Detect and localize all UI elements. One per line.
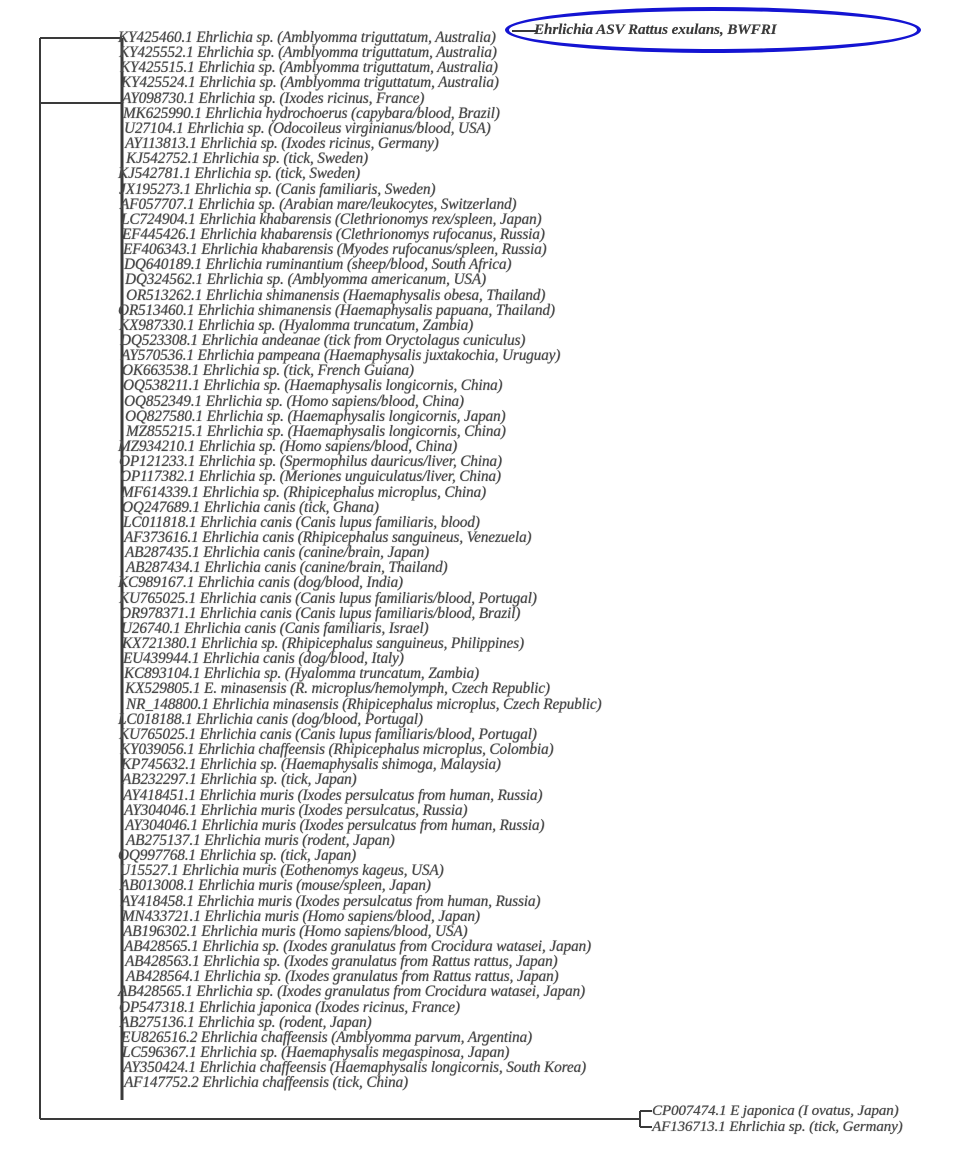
tip-label: AY098730.1 Ehrlichia sp. (Ixodes ricinus, France) xyxy=(122,89,425,107)
tip-label: KX987330.1 Ehrlichia sp. (Hyalomma truncatum, Zambia) xyxy=(119,316,474,335)
tip-label: OQ827580.1 Ehrlichia sp. (Haemaphysalis longicornis, Japan) xyxy=(125,407,506,425)
tip-label: EU439944.1 Ehrlichia canis (dog/blood, Italy) xyxy=(123,649,404,668)
tip-label: OP547318.1 Ehrlichia japonica (Ixodes ricinus, France) xyxy=(119,998,460,1016)
tip-label: KP745632.1 Ehrlichia sp. (Haemaphysalis shimoga, Malaysia) xyxy=(121,756,501,774)
tip-label: MZ855215.1 Ehrlichia sp. (Haemaphysalis longicornis, China) xyxy=(126,422,506,441)
tip-label: AY304046.1 Ehrlichia muris (Ixodes persulcatus, Russia) xyxy=(124,801,468,819)
tip-label: AF147752.2 Ehrlichia chaffeensis (tick, China) xyxy=(124,1074,408,1092)
tip-label: AY113813.1 Ehrlichia sp. (Ixodes ricinus, Germany) xyxy=(125,134,439,153)
tip-label: AY570536.1 Ehrlichia pampeana (Haemaphysalis juxtakochia, Uruguay) xyxy=(121,346,561,365)
tip-label: MZ934210.1 Ehrlichia sp. (Homo sapiens/blood, China) xyxy=(118,437,458,456)
tip-label: AB232297.1 Ehrlichia sp. (tick, Japan) xyxy=(122,771,357,789)
tip-label: KX721380.1 Ehrlichia sp. (Rhipicephalus sanguineus, Philippines) xyxy=(122,634,524,653)
tip-label: AY304046.1 Ehrlichia muris (Ixodes persulcatus from human, Russia) xyxy=(125,816,545,834)
tip-label: EF445426.1 Ehrlichia khabarensis (Clethrionomys rufocanus, Russia) xyxy=(122,225,545,244)
tip-label: OQ852349.1 Ehrlichia sp. (Homo sapiens/blood, China) xyxy=(124,392,464,410)
tip-label: JX195273.1 Ehrlichia sp. (Canis familiaris, Sweden) xyxy=(119,180,436,198)
tip-label: KY425515.1 Ehrlichia sp. (Amblyomma triguttatum, Australia) xyxy=(120,59,498,77)
tip-label: AB275137.1 Ehrlichia muris (rodent, Japan) xyxy=(126,831,395,850)
outgroup-tip-label: CP007474.1 E japonica (I ovatus, Japan) xyxy=(652,1103,899,1119)
tip-label: OQ997768.1 Ehrlichia sp. (tick, Japan) xyxy=(118,846,356,865)
tip-label: AB428563.1 Ehrlichia sp. (Ixodes granulatus from Rattus rattus, Japan) xyxy=(125,952,558,971)
tip-label: AB428564.1 Ehrlichia sp. (Ixodes granulatus from Rattus rattus, Japan) xyxy=(126,968,559,986)
tip-label: AB428565.1 Ehrlichia sp. (Ixodes granulatus from Crocidura watasei, Japan) xyxy=(118,983,585,1001)
tip-label: KC893104.1 Ehrlichia sp. (Hyalomma truncatum, Zambia) xyxy=(124,665,479,683)
tip-label: AY350424.1 Ehrlichia chaffeensis (Haemaphysalis longicornis, South Korea) xyxy=(123,1059,586,1077)
tip-label: U27104.1 Ehrlichia sp. (Odocoileus virginianus/blood, USA) xyxy=(124,119,491,138)
tip-label: DQ640189.1 Ehrlichia ruminantium (sheep/blood, South Africa) xyxy=(124,256,512,274)
tip-label: LC724904.1 Ehrlichia khabarensis (Clethrionomys rex/spleen, Japan) xyxy=(121,210,542,228)
tip-label: MN433721.1 Ehrlichia muris (Homo sapiens/blood, Japan) xyxy=(122,907,480,925)
tip-label: KY425552.1 Ehrlichia sp. (Amblyomma triguttatum, Australia) xyxy=(119,43,497,62)
tip-label: MF614339.1 Ehrlichia sp. (Rhipicephalus microplus, China) xyxy=(121,483,486,501)
tip-label: LC596367.1 Ehrlichia sp. (Haemaphysalis megaspinosa, Japan) xyxy=(122,1043,510,1062)
tip-label: DQ324562.1 Ehrlichia sp. (Amblyomma americanum, USA) xyxy=(125,271,486,289)
tip-label: KJ542752.1 Ehrlichia sp. (tick, Sweden) xyxy=(126,150,369,168)
tip-label: AB275136.1 Ehrlichia sp. (rodent, Japan) xyxy=(120,1013,372,1031)
tip-label: U15527.1 Ehrlichia muris (Eothenomys kageus, USA) xyxy=(119,862,444,880)
tip-label: KX529805.1 E. minasensis (R. microplus/hemolymph, Czech Republic) xyxy=(125,680,550,698)
tip-label: AB287435.1 Ehrlichia canis (canine/brain, Japan) xyxy=(125,543,429,562)
tip-label: AF373616.1 Ehrlichia canis (Rhipicephalus sanguineus, Venezuela) xyxy=(124,528,532,547)
tip-label: DQ523308.1 Ehrlichia andeanae (tick from Oryctolagus cuniculus) xyxy=(120,331,526,350)
tip-label: KY039056.1 Ehrlichia chaffeensis (Rhipicephalus microplus, Colombia) xyxy=(120,740,554,759)
tip-label: OK663538.1 Ehrlichia sp. (tick, French Guiana) xyxy=(122,362,414,380)
tip-label: EU826516.2 Ehrlichia chaffeensis (Amblyomma parvum, Argentina) xyxy=(121,1028,532,1047)
tip-label: OR513460.1 Ehrlichia shimanensis (Haemaphysalis papuana, Thailand) xyxy=(118,301,555,319)
tip-label: LC011818.1 Ehrlichia canis (Canis lupus familiaris, blood) xyxy=(123,513,480,531)
tip-label: AY418451.1 Ehrlichia muris (Ixodes persulcatus from human, Russia) xyxy=(123,786,543,804)
tip-label: KY425460.1 Ehrlichia sp. (Amblyomma triguttatum, Australia) xyxy=(118,28,496,47)
tip-label: KU765025.1 Ehrlichia canis (Canis lupus familiaris/blood, Portugal) xyxy=(119,725,537,744)
highlighted-asv-label: Ehrlichia ASV Rattus exulans, BWFRI xyxy=(534,21,777,38)
tip-label: AB428565.1 Ehrlichia sp. (Ixodes granulatus from Crocidura watasei, Japan) xyxy=(124,937,591,956)
tip-label: KC989167.1 Ehrlichia canis (dog/blood, India) xyxy=(118,574,403,592)
tip-label: AF057707.1 Ehrlichia sp. (Arabian mare/leukocytes, Switzerland) xyxy=(120,195,517,213)
tip-label: U26740.1 Ehrlichia canis (Canis familiaris, Israel) xyxy=(121,619,429,638)
tip-label: EF406343.1 Ehrlichia khabarensis (Myodes rufocanus/spleen, Russia) xyxy=(123,240,547,259)
tip-label: OR978371.1 Ehrlichia canis (Canis lupus familiaris/blood, Brazil) xyxy=(120,604,521,622)
tip-label: AB196302.1 Ehrlichia muris (Homo sapiens/blood, USA) xyxy=(123,922,468,941)
outgroup-tip-label: AF136713.1 Ehrlichia sp. (tick, Germany) xyxy=(652,1119,903,1135)
tip-label: LC018188.1 Ehrlichia canis (dog/blood, Portugal) xyxy=(118,710,423,728)
tip-label: NR_148800.1 Ehrlichia minasensis (Rhipicephalus microplus, Czech Republic) xyxy=(126,695,602,713)
tip-label: MK625990.1 Ehrlichia hydrochoerus (capybara/blood, Brazil) xyxy=(123,104,500,122)
tip-label: OP117382.1 Ehrlichia sp. (Meriones unguiculatus/liver, China) xyxy=(120,468,501,486)
tip-label: AB287434.1 Ehrlichia canis (canine/brain, Thailand) xyxy=(126,559,448,577)
tip-label: OR513262.1 Ehrlichia shimanensis (Haemaphysalis obesa, Thailand) xyxy=(126,286,546,304)
tip-label: OQ247689.1 Ehrlichia canis (tick, Ghana) xyxy=(122,498,379,516)
tip-label: AB013008.1 Ehrlichia muris (mouse/spleen, Japan) xyxy=(120,877,431,895)
tip-label: OP121233.1 Ehrlichia sp. (Spermophilus dauricus/liver, China) xyxy=(119,453,502,471)
tip-label: AY418458.1 Ehrlichia muris (Ixodes persulcatus from human, Russia) xyxy=(121,892,541,910)
tip-label: KU765025.1 Ehrlichia canis (Canis lupus familiaris/blood, Portugal) xyxy=(119,589,537,607)
tip-label: KY425524.1 Ehrlichia sp. (Amblyomma triguttatum, Australia) xyxy=(121,74,499,92)
tip-label: OQ538211.1 Ehrlichia sp. (Haemaphysalis longicornis, China) xyxy=(123,377,503,395)
tip-label: KJ542781.1 Ehrlichia sp. (tick, Sweden) xyxy=(118,165,361,183)
